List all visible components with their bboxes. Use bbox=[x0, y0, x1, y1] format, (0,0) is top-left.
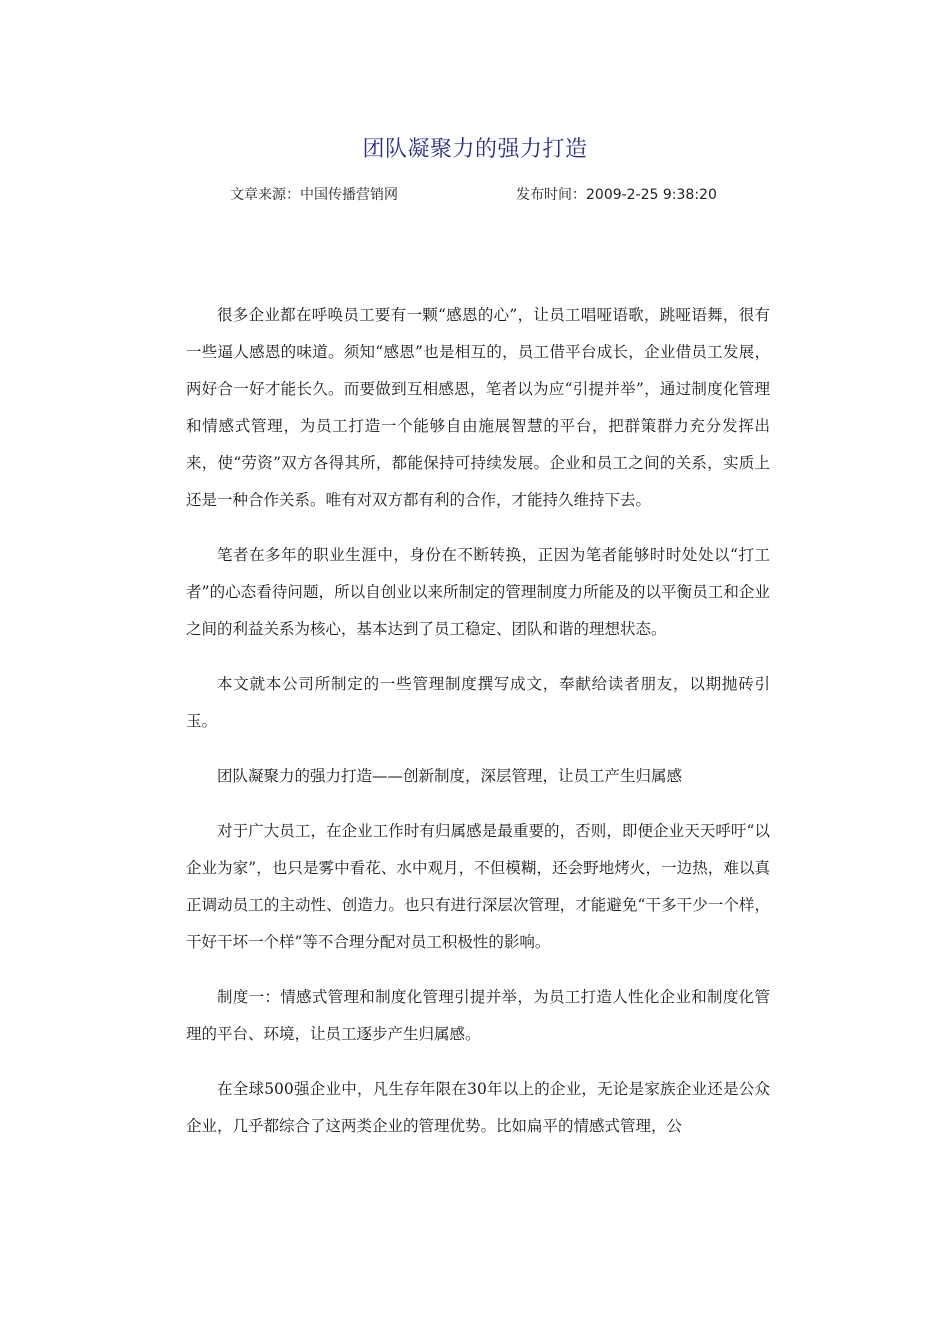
article-body bbox=[186, 297, 770, 1163]
article-source: 文章来源：中国传播营销网 bbox=[230, 187, 398, 203]
article-title: 团队凝聚力的强力打造 bbox=[362, 137, 588, 162]
section-heading-paragraph: 团队凝聚力的强力打造——创新制度，深层管理，让员工产生归属感 bbox=[217, 767, 683, 785]
paragraph: 很多企业都在呼唤员工要有一颗“感恩的心”，让员工唱哑语歌，跳哑语舞，很有一些逼人感恩的味道。须知“感恩”也是相互的，员工借平台成长，企业借员工发展，两好合一好才能长久。而要做到互相感恩，笔者以为应“引提并举”，通过制度化管理和情感式管理，为员工打造一个能够自由施展智慧的平台，把群策群力充分发挥出来，使“劳资”双方各得其所，都能保持可持续发展。企业和员工之间的关系，实质上还是一种合作关系。唯有对双方都有利的合作，才能持久维持下去。 bbox=[186, 306, 770, 509]
publish-time-label: 发布时间： bbox=[516, 187, 586, 203]
paragraph: 笔者在多年的职业生涯中，身份在不断转换，正因为笔者能够时时处处以“打工者”的心态看待问题，所以自创业以来所制定的管理制度力所能及的以平衡员工和企业之间的利益关系为核心，基本达到了员工稳定、团队和谐的理想状态。 bbox=[186, 546, 770, 638]
article-publish-time bbox=[516, 184, 717, 204]
paragraph: 在全球500强企业中，凡生存年限在30年以上的企业，无论是家族企业还是公众企业，几乎都综合了这两类企业的管理优势。比如扁平的情感式管理，公 bbox=[186, 1080, 770, 1135]
publish-time-value: 2009-2-25 9:38:20 bbox=[586, 187, 717, 203]
paragraph: 对于广大员工，在企业工作时有归属感是最重要的，否则，即便企业天天呼吁“以企业为家”，也只是雾中看花、水中观月，不但模糊，还会野地烤火，一边热，难以真正调动员工的主动性、创造力。也只有进行深层次管理，才能避免“干多干少一个样，干好干坏一个样”等不合理分配对员工积极性的影响。 bbox=[186, 822, 770, 951]
paragraph: 本文就本公司所制定的一些管理制度撰写成文，奉献给读者朋友，以期抛砖引玉。 bbox=[186, 675, 770, 730]
paragraph: 制度一：情感式管理和制度化管理引提并举，为员工打造人性化企业和制度化管理的平台、环境，让员工逐步产生归属感。 bbox=[186, 988, 770, 1043]
